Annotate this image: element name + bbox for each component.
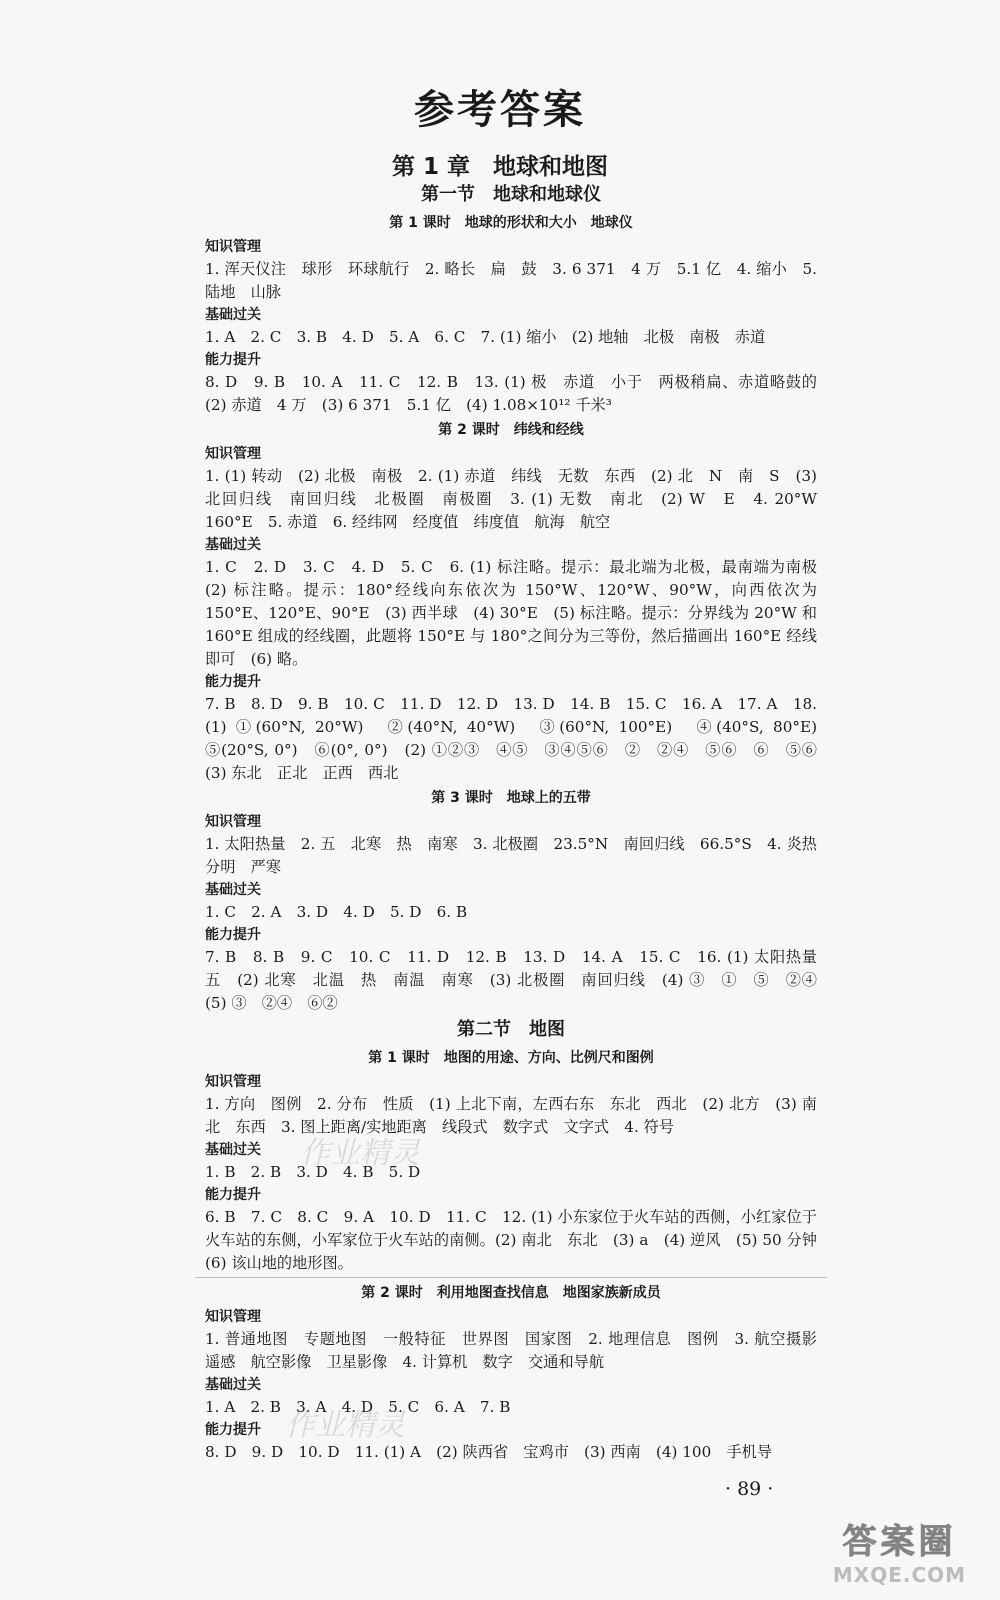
- subhead-basic: 基础过关: [205, 1377, 261, 1393]
- lesson-title: 第 2 课时 利用地图查找信息 地图家族新成员: [361, 1285, 661, 1301]
- watermark-text: 作业精灵: [300, 1136, 420, 1171]
- chapter-title: 第 1 章 地球和地图: [391, 154, 609, 180]
- divider-line: [195, 1277, 827, 1278]
- answer-paragraph: 1. (1) 转动 (2) 北极 南极 2. (1) 赤道 纬线 无数 东西 (2) 北 N 南 S (3) 北回归线 南回归线 北极圈 南极圈 3. (1) 无数 南北 (2) W E 4. 20°W 160°E 5. 赤道 6. 经纬网 经度值 纬度值 航海 航空: [205, 467, 833, 531]
- site-logo: [817, 1514, 982, 1586]
- page-title: 参考答案: [414, 87, 586, 133]
- answer-content: [205, 180, 833, 1464]
- answer-paragraph: 6. B 7. C 8. C 9. A 10. D 11. C 12. (1) 小东家位于火车站的西侧，小红家位于火车站的东侧，小军家位于火车站的南侧。(2) 南北 东北 (3) a (4) 逆风 (5) 50 分钟 (6) 该山地的地形图。: [205, 1208, 833, 1272]
- subhead-ability: 能力提升: [205, 352, 261, 368]
- logo-text-en: MXQE.COM: [832, 1563, 967, 1587]
- watermark-text: 作业精灵: [285, 1408, 405, 1443]
- answer-paragraph: 1. A 2. B 3. A 4. D 5. C 6. A 7. B: [205, 1398, 511, 1416]
- answer-paragraph: 1. 普通地图 专题地图 一般特征 世界图 国家图 2. 地理信息 图例 3. 航空摄影 遥感 航空影像 卫星影像 4. 计算机 数字 交通和导航: [205, 1330, 833, 1371]
- section-title: 第一节 地球和地球仪: [421, 184, 601, 205]
- answer-paragraph: 1. C 2. D 3. C 4. D 5. C 6. (1) 标注略。提示：最北端为北极，最南端为南极 (2) 标注略。提示：180°经线向东依次为 150°W、120°W、90°W，向西依次为 150°E、120°E、90°E (3) 西半球 (4) 30°E (5) 标注略。提示：分界线为 20°W 和 160°E 组成的经线圈，此题将 150°E 与 180°之间分为三等份，然后描画出 160°E 经线即可 (6) 略。: [205, 558, 833, 668]
- answer-paragraph: 7. B 8. D 9. B 10. C 11. D 12. D 13. D 14. B 15. C 16. A 17. A 18. (1) ①(60°N, 20°W) ②(40°N, 40°W) ③(60°N, 100°E) ④(40°S, 80°E) ⑤(20°S, 0°) ⑥(0°, 0°) (2) ①②③ ④⑤ ③④⑤⑥ ② ②④ ⑤⑥ ⑥ ⑤⑥ (3) 东北 正北 正西 西北: [205, 695, 833, 782]
- subhead-knowledge: 知识管理: [205, 446, 261, 462]
- subhead-ability: 能力提升: [205, 674, 261, 690]
- subhead-basic: 基础过关: [205, 1142, 261, 1158]
- subhead-knowledge: 知识管理: [205, 1309, 261, 1325]
- answer-paragraph: 8. D 9. B 10. A 11. C 12. B 13. (1) 极 赤道 小于 两极稍扁、赤道略鼓的 (2) 赤道 4 万 (3) 6 371 5.1 亿 (4) 1.08×10¹² 千米³: [205, 373, 833, 414]
- answer-paragraph: 7. B 8. B 9. C 10. C 11. D 12. B 13. D 14. A 15. C 16. (1) 太阳热量 五 (2) 北寒 北温 热 南温 南寒 (3) 北极圈 南回归线 (4) ③ ① ⑤ ②④ (5) ③ ②④ ⑥②: [205, 948, 833, 1012]
- subhead-knowledge: 知识管理: [205, 239, 261, 255]
- answer-paragraph: 8. D 9. D 10. D 11. (1) A (2) 陕西省 宝鸡市 (3) 西南 (4) 100 手机导: [205, 1443, 773, 1461]
- logo-text-cn: 答案圈: [842, 1522, 957, 1562]
- lesson-title: 第 1 课时 地球的形状和大小 地球仪: [389, 215, 633, 231]
- subhead-ability: 能力提升: [205, 1422, 261, 1438]
- answer-paragraph: 1. B 2. B 3. D 4. B 5. D: [205, 1163, 421, 1181]
- subhead-basic: 基础过关: [205, 307, 261, 323]
- answer-paragraph: 1. 方向 图例 2. 分布 性质 (1) 上北下南，左西右东 东北 西北 (2) 北方 (3) 南北 东西 3. 图上距离/实地距离 线段式 数字式 文字式 4. 符号: [205, 1095, 817, 1136]
- subhead-ability: 能力提升: [205, 1187, 261, 1203]
- lesson-title: 第 3 课时 地球上的五带: [431, 790, 591, 806]
- answer-paragraph: 1. 浑天仪注 球形 环球航行 2. 略长 扁 鼓 3. 6 371 4 万 5.1 亿 4. 缩小 5. 陆地 山脉: [205, 260, 817, 301]
- subhead-basic: 基础过关: [205, 882, 261, 898]
- subhead-knowledge: 知识管理: [205, 1074, 261, 1090]
- lesson-title: 第 2 课时 纬线和经线: [438, 422, 584, 438]
- subhead-basic: 基础过关: [205, 537, 261, 553]
- answer-paragraph: 1. A 2. C 3. B 4. D 5. A 6. C 7. (1) 缩小 (2) 地轴 北极 南极 赤道: [205, 328, 766, 346]
- answer-paragraph: 1. 太阳热量 2. 五 北寒 热 南寒 3. 北极圈 23.5°N 南回归线 66.5°S 4. 炎热 分明 严寒: [205, 835, 833, 876]
- subhead-ability: 能力提升: [205, 927, 261, 943]
- page-number: · 89 ·: [725, 1478, 774, 1500]
- lesson-title: 第 1 课时 地图的用途、方向、比例尺和图例: [368, 1050, 654, 1066]
- answer-paragraph: 1. C 2. A 3. D 4. D 5. D 6. B: [205, 903, 468, 921]
- section-title: 第二节 地图: [457, 1019, 565, 1040]
- subhead-knowledge: 知识管理: [205, 814, 261, 830]
